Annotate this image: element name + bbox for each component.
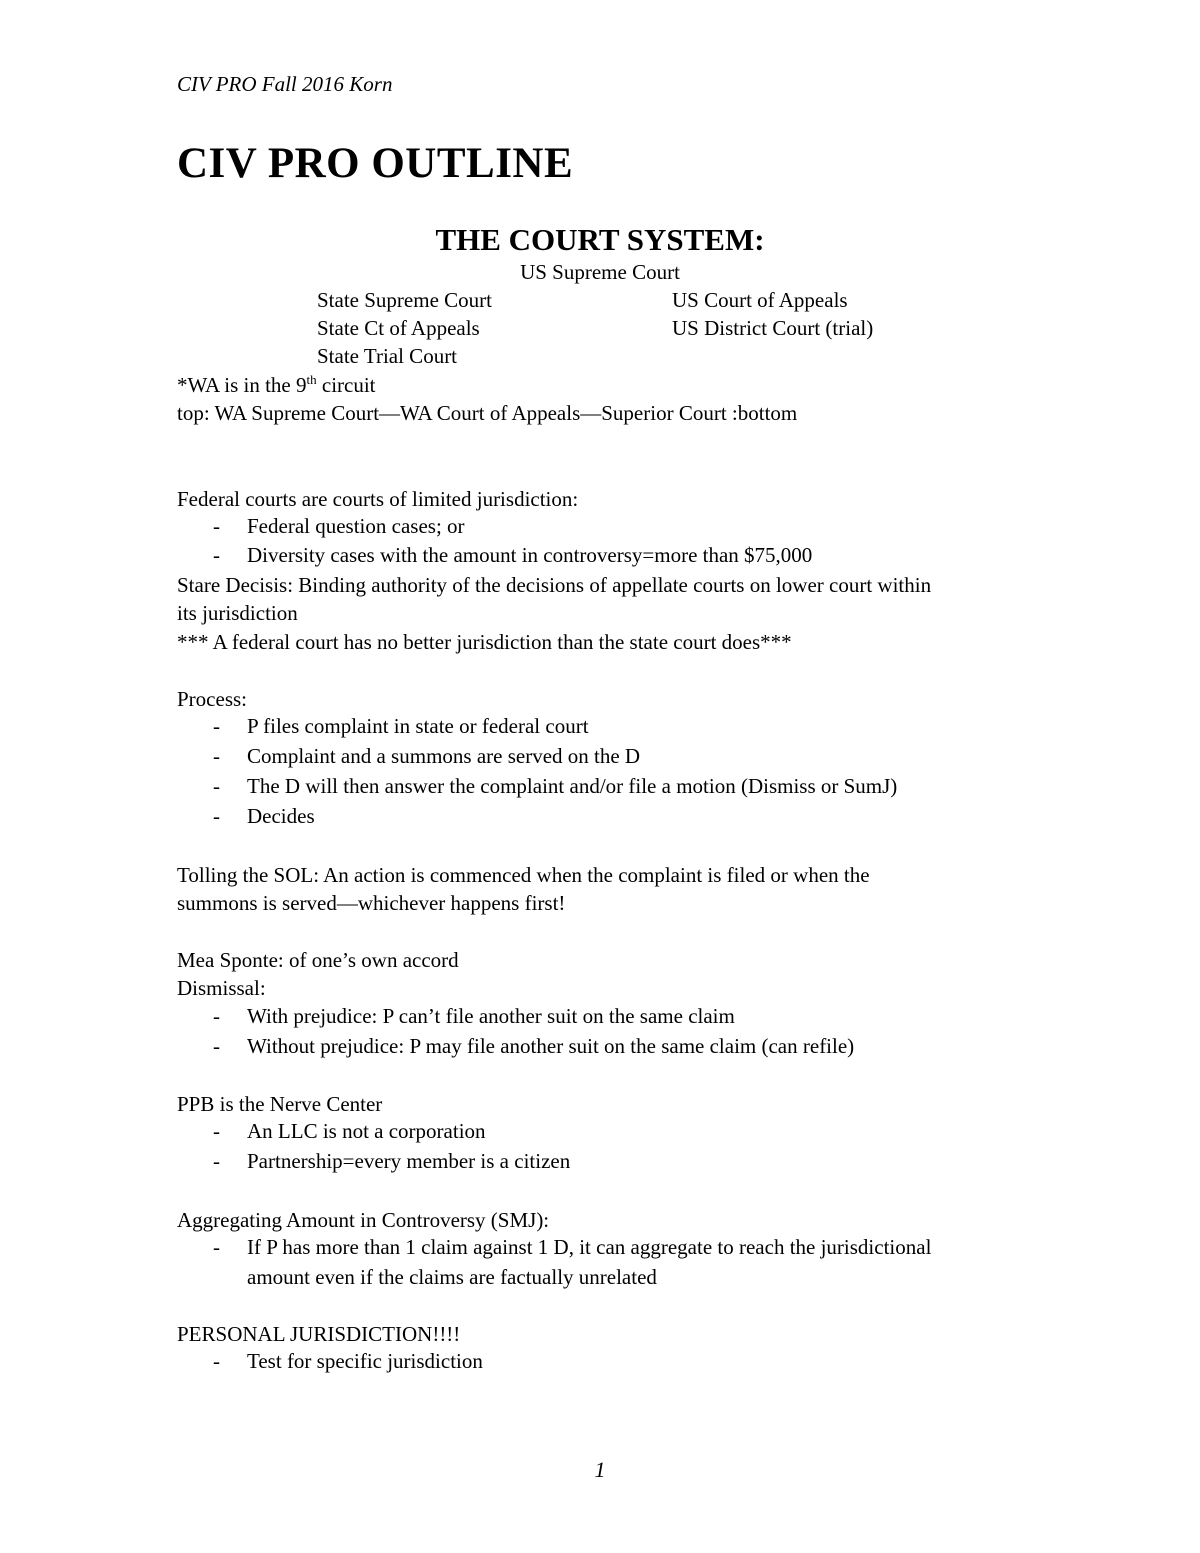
wa-circuit-pre: *WA is in the 9 — [177, 373, 307, 397]
list-item — [0, 1235, 932, 1263]
list-item-text: Complaint and a summons are served on the D — [247, 744, 641, 768]
state-court-2: State Ct of Appeals — [317, 316, 480, 340]
list-item — [0, 714, 900, 742]
list-item — [0, 774, 900, 802]
document-title: CIV PRO OUTLINE — [177, 140, 574, 187]
list-dash: - — [213, 543, 220, 567]
list-item — [0, 1149, 900, 1177]
state-court-1: State Supreme Court — [317, 288, 492, 312]
mea-sponte-definition: Mea Sponte: of one’s own accord — [177, 948, 459, 972]
wa-circuit-post: circuit — [316, 373, 376, 397]
aggregating-heading: Aggregating Amount in Controversy (SMJ): — [177, 1208, 550, 1232]
list-item-text: P files complaint in state or federal court — [247, 714, 589, 738]
federal-courts-intro: Federal courts are courts of limited jurisdiction: — [177, 487, 579, 511]
list-dash: - — [213, 514, 220, 538]
wa-circuit-note — [177, 371, 376, 399]
list-item — [0, 514, 900, 542]
list-dash: - — [213, 1034, 220, 1058]
list-item-text: Test for specific jurisdiction — [247, 1349, 483, 1373]
list-item — [0, 543, 900, 571]
list-item-text: Partnership=every member is a citizen — [247, 1149, 571, 1173]
list-dash: - — [213, 1149, 220, 1173]
wa-circuit-sup: th — [306, 372, 317, 387]
list-item-text: Federal question cases; or — [247, 514, 465, 538]
list-dash: - — [213, 1004, 220, 1028]
list-dash: - — [213, 774, 220, 798]
list-dash: - — [213, 744, 220, 768]
wa-court-hierarchy: top: WA Supreme Court—WA Court of Appeals—Superior Court :bottom — [177, 401, 798, 425]
tolling-line-1: Tolling the SOL: An action is commenced when the complaint is filed or when the — [177, 863, 870, 887]
list-item — [0, 1119, 900, 1147]
list-dash: - — [213, 804, 220, 828]
running-header: CIV PRO Fall 2016 Korn — [177, 72, 393, 96]
page-number: 1 — [594, 1457, 606, 1482]
us-supreme-court: US Supreme Court — [520, 260, 680, 284]
list-item-text: An LLC is not a corporation — [247, 1119, 486, 1143]
list-item — [0, 804, 900, 832]
federal-jurisdiction-note: *** A federal court has no better jurisdiction than the state court does*** — [177, 630, 792, 654]
list-item — [0, 1004, 900, 1032]
list-item — [0, 1349, 900, 1377]
process-heading: Process: — [177, 687, 247, 711]
list-dash: - — [213, 714, 220, 738]
list-item-text: The D will then answer the complaint and/or file a motion (Dismiss or SumJ) — [247, 774, 898, 798]
list-item — [0, 1034, 900, 1062]
list-dash: - — [213, 1119, 220, 1143]
list-dash: - — [213, 1235, 220, 1259]
list-item-text: Decides — [247, 804, 315, 828]
list-dash: - — [213, 1349, 220, 1373]
stare-decisis-line-2: its jurisdiction — [177, 601, 298, 625]
personal-jurisdiction-heading: PERSONAL JURISDICTION!!!! — [177, 1322, 461, 1346]
tolling-line-2: summons is served—whichever happens first! — [177, 891, 566, 915]
list-item-text: Diversity cases with the amount in controversy=more than $75,000 — [247, 543, 813, 567]
state-court-3: State Trial Court — [317, 344, 458, 368]
ppb-heading: PPB is the Nerve Center — [177, 1092, 383, 1116]
dismissal-heading: Dismissal: — [177, 976, 266, 1000]
federal-court-1: US Court of Appeals — [672, 288, 848, 312]
court-system-heading: THE COURT SYSTEM: — [435, 222, 765, 257]
list-item-text: Without prejudice: P may file another suit on the same claim (can refile) — [247, 1034, 855, 1058]
list-item-text: If P has more than 1 claim against 1 D, it can aggregate to reach the jurisdictional — [247, 1235, 932, 1259]
list-item — [0, 744, 900, 772]
list-item-text: With prejudice: P can’t file another suit on the same claim — [247, 1004, 735, 1028]
federal-court-2: US District Court (trial) — [672, 316, 874, 340]
list-item-continuation: amount even if the claims are factually unrelated — [247, 1265, 657, 1289]
stare-decisis-line-1: Stare Decisis: Binding authority of the decisions of appellate courts on lower court within — [177, 573, 932, 597]
